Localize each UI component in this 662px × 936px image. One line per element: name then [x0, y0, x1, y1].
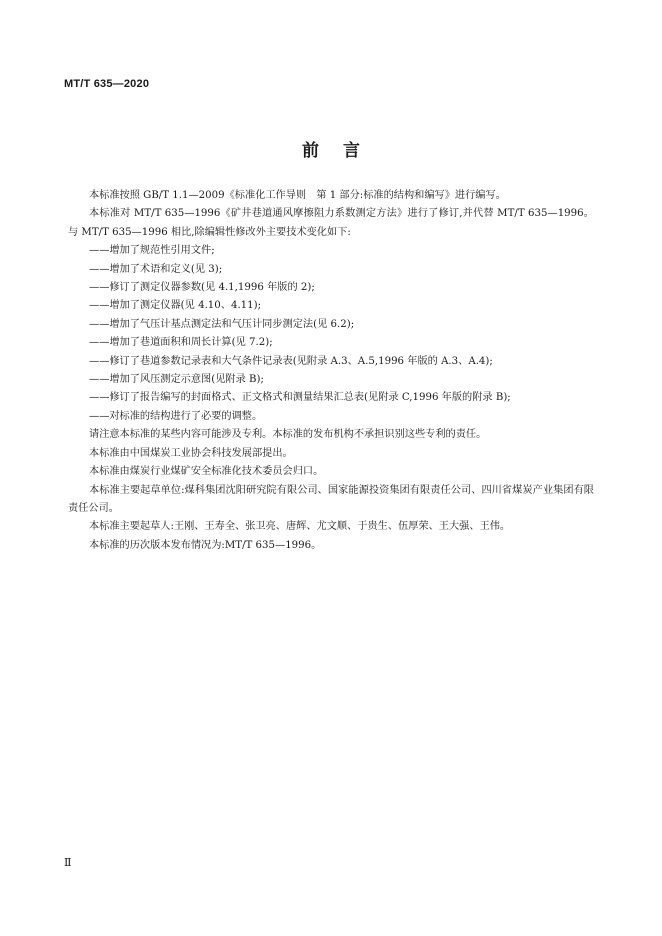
change-item: ——修订了测定仪器参数(见 4.1,1996 年版的 2); [89, 282, 315, 294]
foreword-body [68, 187, 594, 555]
change-item: ——增加了测定仪器(见 4.10、4.11); [89, 300, 262, 312]
change-item: ——对标准的结构进行了必要的调整。 [89, 410, 263, 422]
paragraph-revision-summary: 本标准对 MT/T 635—1996《矿井巷道通风摩擦阻力系数测定方法》进行了修订,并代替 MT/T 635—1996。与 MT/T 635—1996 相比,除编辑性修改外主要技术变化如下: [68, 208, 594, 238]
paragraph-version-history: 本标准的历次版本发布情况为:MT/T 635—1996。 [89, 539, 322, 551]
change-item: ——增加了风压测定示意图(见附录 B); [89, 374, 264, 386]
paragraph-technical-committee: 本标准由煤炭行业煤矿安全标准化技术委员会归口。 [89, 466, 324, 478]
paragraph-proposer: 本标准由中国煤炭工业协会科技发展部提出。 [89, 447, 293, 459]
paragraph-patent-notice: 请注意本标准的某些内容可能涉及专利。本标准的发布机构不承担识别这些专利的责任。 [89, 429, 487, 441]
standard-code-header: MT/T 635—2020 [64, 78, 150, 90]
change-item: ——增加了气压计基点测定法和气压计同步测定法(见 6.2); [89, 318, 355, 330]
change-item: ——增加了术语和定义(见 3); [89, 263, 223, 275]
change-item: ——增加了规范性引用文件; [89, 245, 215, 257]
page-title: 前言 [302, 141, 384, 161]
change-item: ——修订了巷道参数记录表和大气条件记录表(见附录 A.3、A.5,1996 年版的 A.3、A.4); [89, 355, 493, 367]
paragraph-drafting-units: 本标准主要起草单位:煤科集团沈阳研究院有限公司、国家能源投资集团有限责任公司、四川省煤炭产业集团有限责任公司。 [68, 484, 594, 514]
change-item: ——修订了报告编写的封面格式、正文格式和测量结果汇总表(见附录 C,1996 年版的附录 B); [89, 392, 511, 404]
paragraph-drafting-rules: 本标准按照 GB/T 1.1—2009《标准化工作导则 第 1 部分:标准的结构和编写》进行编写。 [89, 190, 506, 201]
paragraph-drafters: 本标准主要起草人:王刚、王寿全、张卫亮、唐辉、尤文顺、于贵生、伍厚荣、王大强、王伟。 [89, 521, 511, 533]
change-item: ——增加了巷道面积和周长计算(见 7.2); [89, 337, 273, 349]
page-number: Ⅱ [64, 856, 72, 869]
